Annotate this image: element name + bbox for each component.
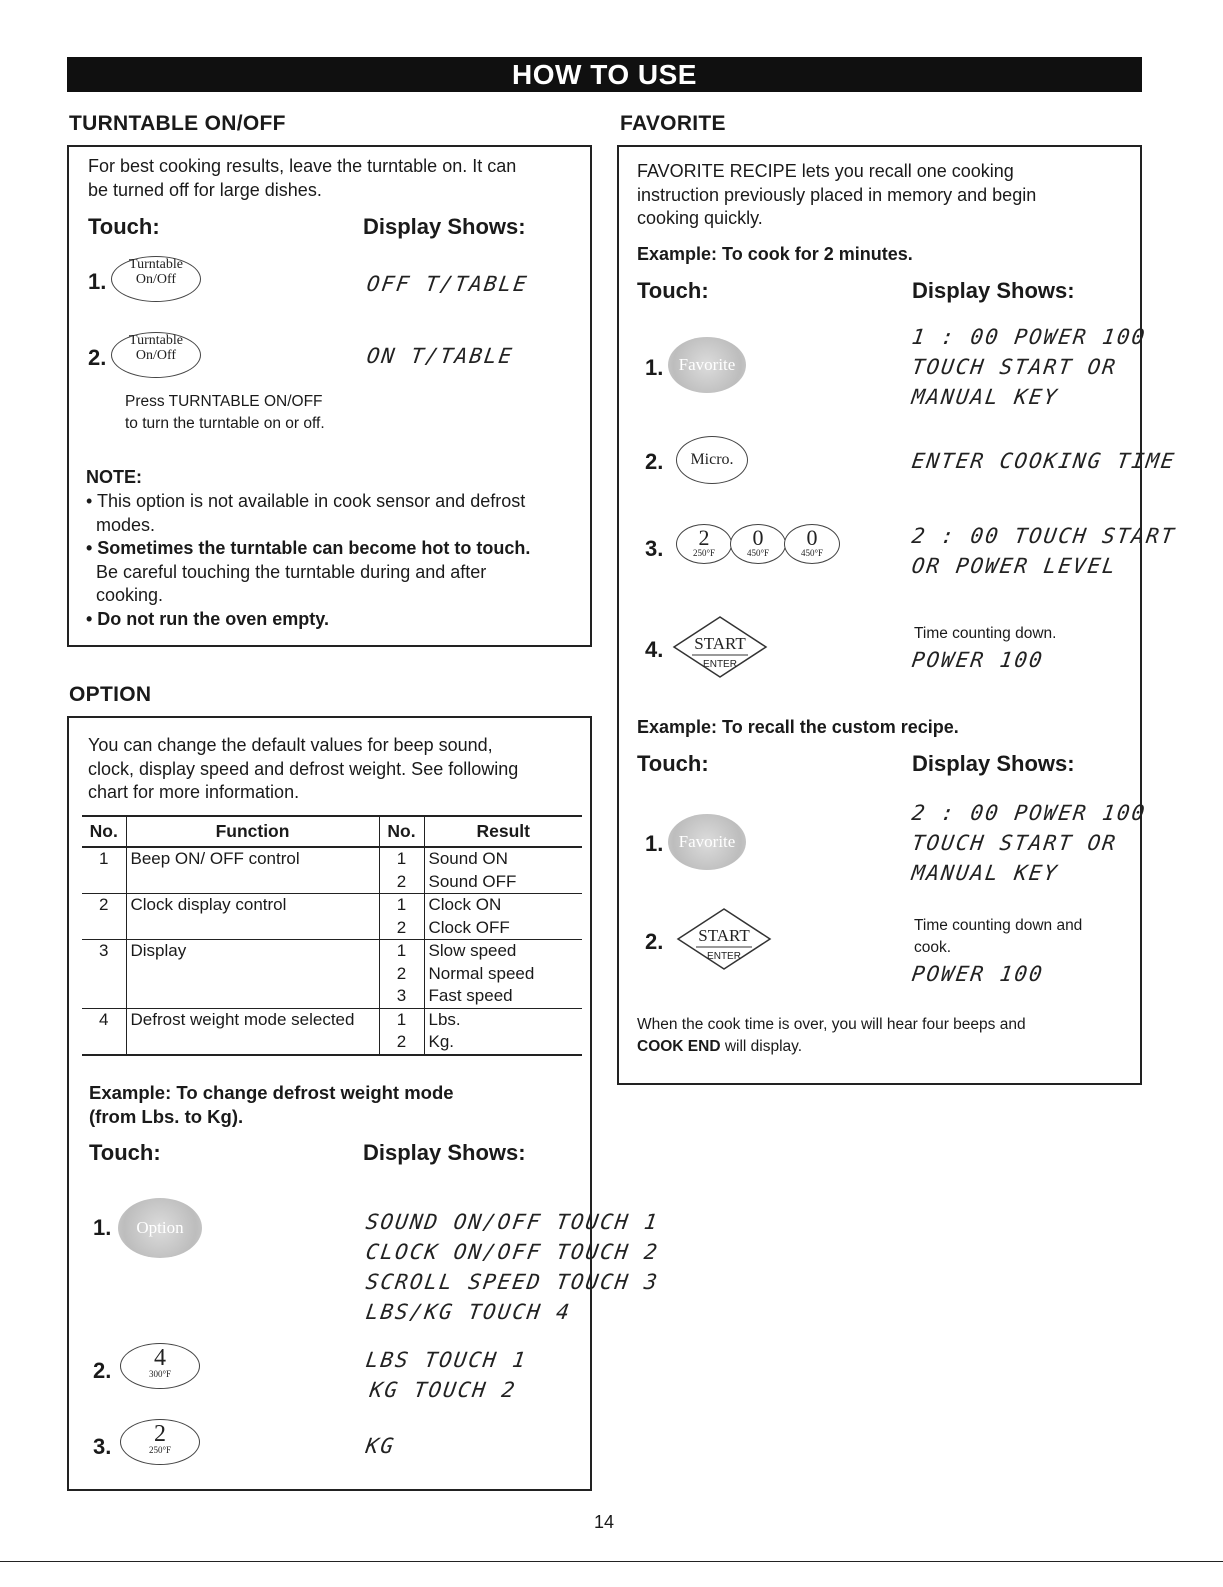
table-cell: Clock display control — [126, 894, 379, 917]
press-note — [125, 391, 325, 435]
key-label-bottom: On/Off — [135, 272, 177, 287]
step-number: 3. — [93, 1434, 112, 1459]
key-temp: 450°F — [746, 548, 770, 558]
step-number: 4. — [645, 637, 664, 662]
table-cell: 1 — [99, 849, 109, 868]
table-cell: Normal speed — [424, 963, 582, 986]
note-item: modes. — [96, 514, 156, 535]
note-list — [86, 490, 586, 631]
display-heading: Display Shows: — [363, 214, 526, 239]
number-2-button[interactable] — [120, 1419, 200, 1465]
touch-heading: Touch: — [88, 214, 160, 239]
step-number: 1. — [645, 355, 664, 380]
option-section-title: OPTION — [69, 683, 152, 706]
key-digit: 0 — [752, 525, 764, 550]
lcd-line: OR POWER LEVEL — [910, 554, 1119, 578]
table-header: No. — [379, 816, 424, 847]
lcd-line: CLOCK ON/OFF TOUCH 2 — [364, 1240, 661, 1264]
table-row — [82, 985, 582, 1008]
table-cell: Defrost weight mode selected — [126, 1008, 379, 1031]
footer-line — [637, 1036, 1026, 1058]
enter-key-label: ENTER — [707, 951, 741, 962]
intro-line: instruction previously placed in memory and begin — [637, 184, 1037, 205]
display-heading: Display Shows: — [363, 1140, 526, 1165]
lcd-line: TOUCH START OR — [910, 831, 1119, 855]
start-enter-button[interactable] — [672, 615, 768, 679]
footer-tail: will display. — [720, 1038, 803, 1055]
number-0-button[interactable] — [730, 524, 786, 564]
option-example-title — [89, 1081, 454, 1128]
step-number: 1. — [88, 269, 107, 294]
table-cell: 1 — [379, 847, 424, 871]
table-row — [82, 940, 582, 963]
lcd-display — [912, 798, 1146, 888]
key-temp: 450°F — [800, 548, 824, 558]
intro-line: FAVORITE RECIPE lets you recall one cooking — [637, 161, 1014, 181]
table-cell: 1 — [379, 1008, 424, 1031]
table-row — [82, 894, 582, 917]
table-cell: Sound ON — [424, 847, 582, 871]
favorite-example-2-title: Example: To recall the custom recipe. — [637, 717, 959, 737]
table-header: Result — [424, 816, 582, 847]
favorite-button[interactable]: Favorite — [668, 814, 746, 870]
lcd-line: 2 : 00 TOUCH START — [910, 524, 1178, 548]
table-cell: Fast speed — [424, 985, 582, 1008]
page-header: HOW TO USE — [67, 57, 1142, 92]
start-key-label: START — [694, 634, 746, 653]
table-cell: 2 — [379, 963, 424, 986]
note-item: cooking. — [96, 585, 164, 605]
lcd-display — [366, 1345, 527, 1405]
touch-heading: Touch: — [637, 751, 709, 776]
option-intro — [88, 734, 518, 805]
table-cell: 2 — [99, 895, 109, 914]
lcd-line: MANUAL KEY — [910, 385, 1061, 409]
table-header: Function — [126, 816, 379, 847]
intro-line: chart for more information. — [88, 782, 300, 802]
intro-line: cooking quickly. — [637, 208, 763, 228]
favorite-example-1-title: Example: To cook for 2 minutes. — [637, 244, 913, 264]
table-cell: Beep ON/ OFF control — [126, 847, 379, 871]
intro-line: clock, display speed and defrost weight. See following — [88, 758, 519, 779]
lcd-display: POWER 100 — [910, 962, 1046, 986]
table-row — [82, 917, 582, 940]
note-item-warning: • Do not run the oven empty. — [86, 608, 329, 629]
step-number: 2. — [645, 449, 664, 474]
lcd-display: POWER 100 — [910, 648, 1046, 672]
favorite-button[interactable]: Favorite — [668, 337, 746, 393]
step-number: 3. — [645, 536, 664, 561]
step-number: 2. — [93, 1358, 112, 1383]
option-table — [82, 815, 582, 1056]
favorite-footer-note — [637, 1014, 1026, 1058]
table-cell: 2 — [379, 871, 424, 894]
table-row — [82, 1031, 582, 1055]
lcd-display — [912, 322, 1146, 412]
lcd-line: SCROLL SPEED TOUCH 3 — [364, 1270, 661, 1294]
intro-line: You can change the default values for beep sound, — [88, 735, 493, 755]
step-number: 2. — [88, 345, 107, 370]
table-cell: 3 — [379, 985, 424, 1008]
enter-key-label: ENTER — [703, 659, 737, 670]
lcd-display — [366, 1207, 659, 1327]
key-label-top: Turntable — [129, 257, 183, 272]
start-key-shape — [672, 615, 768, 679]
lcd-line: SOUND ON/OFF TOUCH 1 — [364, 1210, 661, 1234]
table-cell: 4 — [99, 1009, 109, 1029]
turntable-section-title: TURNTABLE ON/OFF — [69, 112, 286, 135]
step-caption: Time counting down. — [914, 625, 1057, 642]
footer-rule — [0, 1561, 1223, 1562]
table-header-row — [82, 816, 582, 847]
press-note-line: to turn the turntable on or off. — [125, 415, 325, 432]
table-cell: Slow speed — [424, 940, 582, 963]
micro-button[interactable]: Micro. — [676, 436, 748, 484]
lcd-line: MANUAL KEY — [910, 861, 1061, 885]
lcd-display — [912, 521, 1176, 581]
key-digit: 2 — [698, 525, 710, 550]
table-cell: 1 — [379, 940, 424, 963]
lcd-display: OFF T/TABLE — [365, 272, 530, 296]
table-header: No. — [82, 816, 126, 847]
turntable-intro — [88, 155, 516, 202]
example-title-line: (from Lbs. to Kg). — [89, 1105, 244, 1127]
display-heading: Display Shows: — [912, 278, 1075, 303]
display-heading: Display Shows: — [912, 751, 1075, 776]
turntable-on-off-button[interactable] — [111, 332, 201, 378]
note-item: Be careful touching the turntable during and after — [96, 561, 487, 582]
key-label-bottom: On/Off — [135, 348, 177, 363]
step-number: 2. — [645, 929, 664, 954]
lcd-line: TOUCH START OR — [910, 355, 1119, 379]
number-4-button[interactable] — [120, 1343, 200, 1389]
favorite-section-title: FAVORITE — [620, 112, 726, 135]
turntable-on-off-button[interactable] — [111, 256, 201, 302]
table-cell: Display — [126, 940, 379, 963]
step-caption — [914, 915, 1082, 959]
table-row — [82, 871, 582, 894]
cook-end-label: COOK END — [637, 1038, 721, 1055]
lcd-line: KG TOUCH 2 — [368, 1378, 519, 1402]
key-temp: 250°F — [692, 548, 716, 558]
option-button[interactable]: Option — [118, 1198, 202, 1258]
intro-line: For best cooking results, leave the turntable on. It can — [88, 156, 517, 176]
key-temp: 300°F — [148, 1369, 172, 1379]
key-temp: 250°F — [148, 1445, 172, 1455]
lcd-display: ON T/TABLE — [365, 344, 516, 368]
key-digit: 4 — [154, 1345, 166, 1371]
lcd-line: LBS TOUCH 1 — [364, 1348, 529, 1372]
table-cell: Clock ON — [424, 894, 582, 917]
table-cell: Lbs. — [424, 1008, 582, 1031]
touch-heading: Touch: — [637, 278, 709, 303]
table-cell: 2 — [379, 917, 424, 940]
number-2-button[interactable] — [676, 524, 732, 564]
caption-line: cook. — [914, 939, 952, 956]
table-cell: 2 — [379, 1031, 424, 1055]
step-number: 1. — [645, 831, 664, 856]
lcd-display: KG — [364, 1434, 397, 1458]
favorite-intro — [637, 160, 1036, 231]
number-0-button[interactable] — [784, 524, 840, 564]
caption-line: Time counting down and — [914, 917, 1083, 934]
key-label-top: Turntable — [129, 333, 183, 348]
step-number: 1. — [93, 1215, 112, 1240]
note-title: NOTE: — [86, 467, 142, 487]
lcd-line: 1 : 00 POWER 100 — [910, 325, 1148, 349]
footer-line: When the cook time is over, you will hear four beeps and — [637, 1016, 1026, 1033]
start-enter-button[interactable] — [676, 907, 772, 971]
intro-line: be turned off for large dishes. — [88, 179, 322, 200]
table-cell: 1 — [379, 894, 424, 917]
note-item: • This option is not available in cook sensor and defrost — [86, 491, 526, 511]
note-item-warning: • Sometimes the turntable can become hot to touch. — [86, 538, 531, 558]
example-title-line: Example: To change defrost weight mode — [89, 1082, 454, 1103]
key-digit: 2 — [154, 1421, 166, 1447]
table-cell: 3 — [99, 941, 109, 960]
page-number: 14 — [594, 1512, 615, 1532]
table-row — [82, 963, 582, 986]
lcd-line: LBS/KG TOUCH 4 — [364, 1300, 573, 1324]
table-cell: Kg. — [424, 1031, 582, 1055]
touch-heading: Touch: — [89, 1140, 161, 1165]
table-cell: Clock OFF — [424, 917, 582, 940]
lcd-display: ENTER COOKING TIME — [910, 449, 1178, 473]
key-digit: 0 — [806, 525, 818, 550]
start-key-label: START — [698, 926, 750, 945]
table-row — [82, 847, 582, 871]
lcd-line: 2 : 00 POWER 100 — [910, 801, 1148, 825]
table-row — [82, 1008, 582, 1031]
press-note-line: Press TURNTABLE ON/OFF — [125, 393, 323, 410]
start-key-shape — [676, 907, 772, 971]
table-cell: Sound OFF — [424, 871, 582, 894]
